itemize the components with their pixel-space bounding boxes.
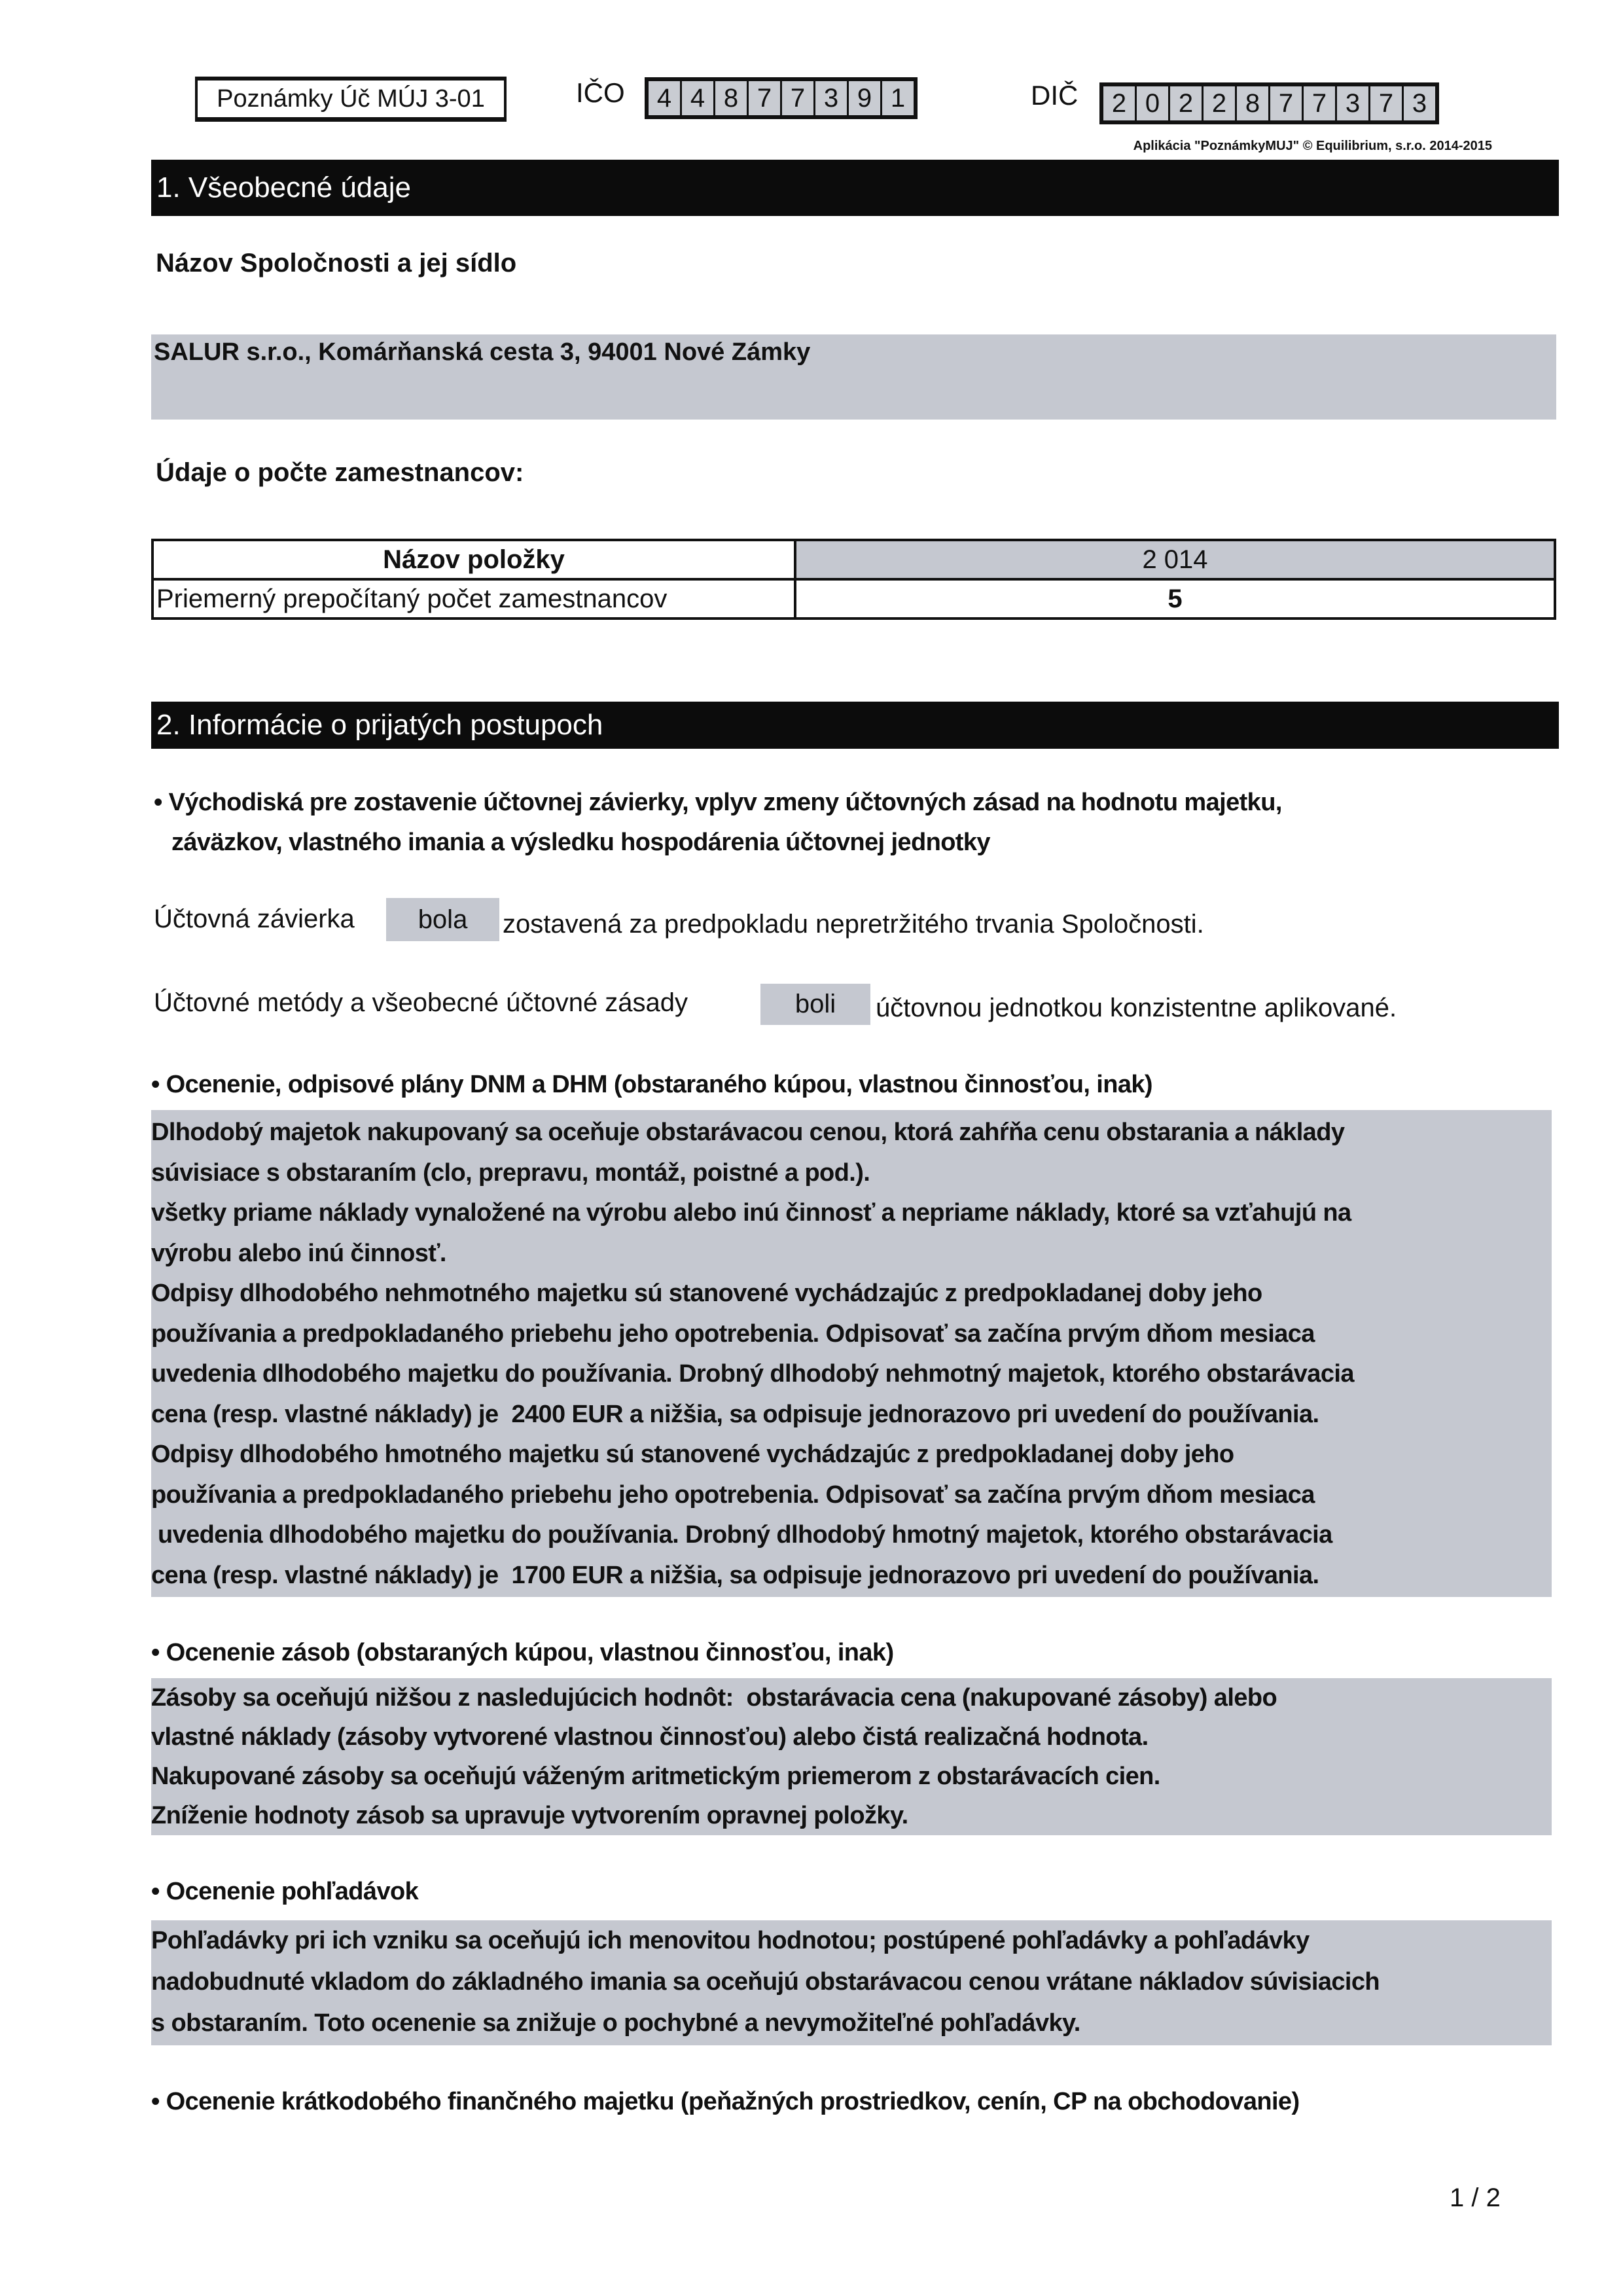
statement2-after: účtovnou jednotkou konzistentne aplikované. [876,994,1397,1022]
text-line: nadobudnuté vkladom do základného imania sa oceňujú obstarávacou cenou vrátane nákladov súvisiacich [151,1968,1380,1996]
statement2-before: Účtovné metódy a všeobecné účtovné zásady [154,988,688,1017]
ico-digit: 7 [749,81,780,115]
ico-digit: 8 [715,81,747,115]
text-line: Nakupované zásoby sa oceňujú váženým aritmetickým priemerom z obstarávacích cien. [151,1763,1160,1790]
dic-digit: 8 [1237,86,1268,120]
page-number: 1 / 2 [1450,2183,1501,2212]
dic-field [1099,82,1439,124]
ico-digit: 4 [682,81,713,115]
dic-digit: 2 [1204,86,1235,120]
statement1-before: Účtovná závierka [154,905,355,933]
dic-digit: 3 [1404,86,1435,120]
text-line: Zásoby sa oceňujú nižšou z nasledujúcich hodnôt: obstarávacia cena (nakupované zásoby) alebo [151,1684,1277,1712]
inventory-text [151,1678,1552,1835]
ico-digit: 7 [782,81,813,115]
dic-digit: 7 [1270,86,1302,120]
text-line: používania a predpokladaného priebehu jeho opotrebenia. Odpisovať sa začína prvým dňom mesiaca [151,1480,1315,1509]
dic-label: DIČ [1031,80,1079,111]
text-line: všetky priame náklady vynaložené na výrobu alebo inú činnosť a nepriame náklady, ktoré sa vzťahujú na [151,1199,1351,1227]
company-value-field [151,334,1556,420]
text-line: Pohľadávky pri ich vzniku sa oceňujú ich menovitou hodnotou; postúpené pohľadávky a pohľadávky [151,1927,1310,1954]
text-line: cena (resp. vlastné náklady) je 2400 EUR a nižšia, sa odpisuje jednorazovo pri uvedení do používania. [151,1400,1319,1428]
form-title-box: Poznámky Úč MÚJ 3-01 [195,77,507,122]
ico-digit: 4 [649,81,680,115]
ico-digit: 1 [882,81,914,115]
bullet-fixed-assets: • Ocenenie, odpisové plány DNM a DHM (obstaraného kúpou, vlastnou činnosťou, inak) [151,1071,1152,1098]
text-line: uvedenia dlhodobého majetku do používania. Drobný dlhodobý nehmotný majetok, ktorého obstarávacia [151,1360,1354,1388]
statement2-value: boli [760,984,870,1025]
app-credit: Aplikácia "PoznámkyMUJ" © Equilibrium, s.r.o. 2014-2015 [1133,139,1492,153]
text-line: uvedenia dlhodobého majetku do používania. Drobný dlhodobý hmotný majetok, ktorého obstarávacia [151,1521,1332,1549]
statement1-after: zostavená za predpokladu nepretržitého trvania Spoločnosti. [503,910,1204,939]
text-line: výrobu alebo inú činnosť. [151,1239,446,1267]
text-line: Dlhodobý majetok nakupovaný sa oceňuje obstarávacou cenou, ktorá zahŕňa cenu obstarania a náklady [151,1119,1345,1146]
dic-digit: 2 [1170,86,1202,120]
text-line: cena (resp. vlastné náklady) je 1700 EUR a nižšia, sa odpisuje jednorazovo pri uvedení do používania. [151,1561,1319,1589]
table-cell-value: 5 [795,579,1555,619]
table-header-year: 2 014 [795,540,1555,579]
company-value: SALUR s.r.o., Komárňanská cesta 3, 94001 Nové Zámky [154,338,811,366]
table-row [152,579,1555,619]
employees-heading: Údaje o počte zamestnancov: [156,458,524,487]
text-line: Odpisy dlhodobého nehmotného majetku sú stanovené vychádzajúc z predpokladanej doby jeho [151,1280,1262,1307]
bullet-inventory: • Ocenenie zásob (obstaraných kúpou, vlastnou činnosťou, inak) [151,1639,894,1666]
ico-digit: 9 [849,81,880,115]
dic-digit: 0 [1137,86,1168,120]
bullet-financial-assets: • Ocenenie krátkodobého finančného majetku (peňažných prostriedkov, cenín, CP na obchodovanie) [151,2088,1300,2115]
bullet-receivables: • Ocenenie pohľadávok [151,1878,419,1905]
dic-digit: 7 [1304,86,1335,120]
fixed-assets-text [151,1110,1552,1597]
text-line: súvisiace s obstaraním (clo, prepravu, montáž, poistné a pod.). [151,1158,870,1187]
table-cell-label: Priemerný prepočítaný počet zamestnancov [152,579,795,619]
bullet-basis-line-1: • Východiská pre zostavenie účtovnej závierky, vplyv zmeny účtovných zásad na hodnotu majetku, [154,789,1282,816]
dic-digit: 7 [1370,86,1402,120]
dic-digit: 3 [1337,86,1368,120]
text-line: vlastné náklady (zásoby vytvorené vlastnou činnosťou) alebo čistá realizačná hodnota. [151,1723,1149,1751]
company-heading: Názov Spoločnosti a jej sídlo [156,249,517,278]
text-line: Odpisy dlhodobého hmotného majetku sú stanovené vychádzajúc z predpokladanej doby jeho [151,1441,1234,1468]
statement1-value: bola [386,898,499,941]
text-line: Zníženie hodnoty zásob sa upravuje vytvorením opravnej položky. [151,1802,908,1829]
table-header-row [152,540,1555,579]
ico-label: IČO [576,77,625,108]
bullet-basis-line-2: záväzkov, vlastného imania a výsledku hospodárenia účtovnej jednotky [171,829,990,856]
section-1-title: 1. Všeobecné údaje [151,160,1559,216]
text-line: používania a predpokladaného priebehu jeho opotrebenia. Odpisovať sa začína prvým dňom mesiaca [151,1319,1315,1348]
employees-table [151,539,1556,620]
dic-digit: 2 [1103,86,1135,120]
ico-digit: 3 [815,81,847,115]
section-2-title: 2. Informácie o prijatých postupoch [151,702,1559,749]
receivables-text [151,1920,1552,2045]
ico-field [645,77,918,119]
table-header-item: Názov položky [152,540,795,579]
text-line: s obstaraním. Toto ocenenie sa znižuje o pochybné a nevymožiteľné pohľadávky. [151,2009,1080,2037]
